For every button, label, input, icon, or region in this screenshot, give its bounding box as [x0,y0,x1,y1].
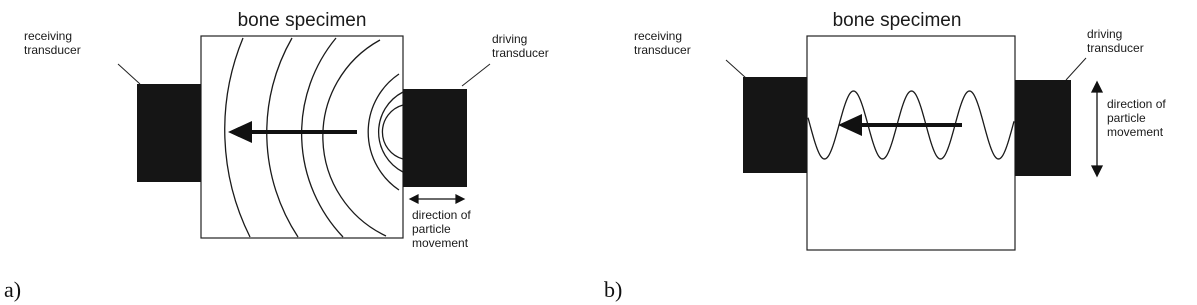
panel-b-driving-leader [1066,58,1086,80]
panel-b-direction-label: direction of particle movement [1107,97,1166,139]
panel-a-driving-leader [462,64,490,86]
panel-a-caption: a) [4,277,22,302]
panel-b-driving-transducer [1015,80,1071,176]
panel-a-particle-arrow [410,195,464,203]
panel-b-particle-arrow [1092,82,1102,176]
panel-a-direction-label: direction of particle movement [412,208,471,250]
panel-b-receiving-leader [726,60,746,78]
panel-b-driving-label: driving transducer [1087,27,1144,55]
panel-b-title: bone specimen [832,10,962,31]
panel-b-bone-specimen [807,36,1015,250]
panel-a [4,10,549,302]
panel-b-caption: b) [604,277,623,302]
panel-b-receiving-transducer [743,77,807,173]
panel-a-title: bone specimen [237,10,367,31]
panel-b [604,10,1169,302]
panel-a-receiving-leader [118,64,140,84]
panel-a-driving-transducer [403,89,467,187]
panel-a-driving-label: driving transducer [492,32,549,60]
panel-b-receiving-label: receiving transducer [634,29,691,57]
panel-a-receiving-transducer [137,84,201,182]
panel-a-receiving-label: receiving transducer [24,29,81,57]
